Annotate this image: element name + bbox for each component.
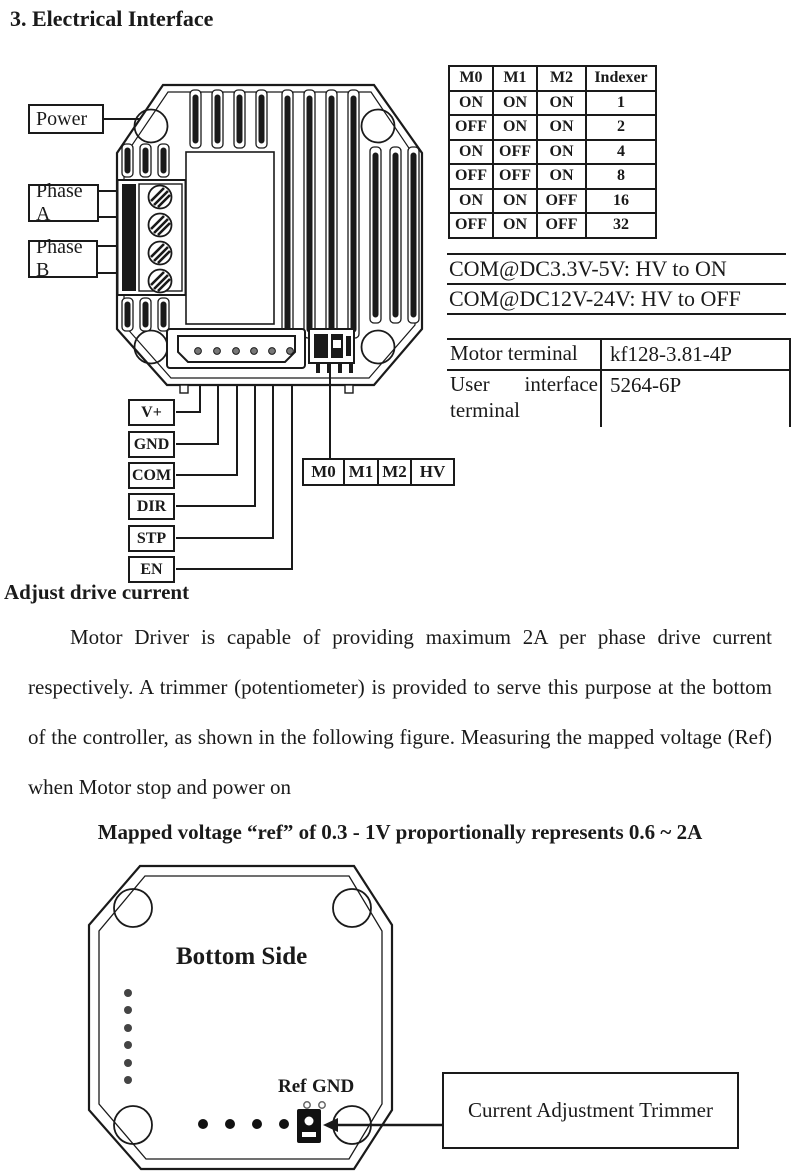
table-cell: OFF xyxy=(537,189,586,214)
table-cell: OFF xyxy=(449,164,493,189)
table-row xyxy=(447,370,790,427)
table-cell: ON xyxy=(537,164,586,189)
ref-label: Ref xyxy=(278,1076,307,1097)
solder-pads-left xyxy=(124,989,132,1084)
table-cell: ON xyxy=(493,115,537,140)
com-note-row: COM@DC3.3V-5V: HV to ON xyxy=(447,255,786,285)
callout-arrow xyxy=(323,1118,442,1132)
mounting-hole xyxy=(362,110,395,143)
mode-pin-m1: M1 xyxy=(343,458,379,486)
table-cell: 1 xyxy=(586,91,656,116)
mounting-hole xyxy=(362,331,395,364)
power-label-text: Power xyxy=(36,107,88,130)
table-cell: OFF xyxy=(449,213,493,238)
phase-a-label-text: Phase A xyxy=(36,180,83,225)
terminal-spec-table-body xyxy=(447,339,790,427)
current-trimmer xyxy=(297,1109,321,1143)
en-pin-label: EN xyxy=(128,556,175,583)
trimmer-callout-box xyxy=(442,1072,739,1149)
table-cell: ON xyxy=(493,91,537,116)
pcb-top-view xyxy=(117,85,422,393)
com-voltage-notes xyxy=(447,253,786,315)
indexer-table-body xyxy=(449,91,656,238)
table-cell: M2 xyxy=(537,66,586,91)
mounting-hole xyxy=(114,1106,152,1144)
gnd-pin-label: GND xyxy=(128,431,175,458)
phase-a-label xyxy=(28,180,99,225)
table-cell: kf128-3.81-4P xyxy=(601,339,790,370)
bottom-side-label: Bottom Side xyxy=(176,943,308,970)
table-cell: OFF xyxy=(493,164,537,189)
table-cell: Indexer xyxy=(586,66,656,91)
stp-pin-label: STP xyxy=(128,525,175,552)
table-cell: ON xyxy=(493,213,537,238)
dip-switch xyxy=(309,329,354,373)
table-row xyxy=(449,140,656,165)
mounting-hole xyxy=(135,110,168,143)
table-cell: ON xyxy=(449,189,493,214)
phase-b-label-text: Phase B xyxy=(36,236,83,281)
table-cell: OFF xyxy=(537,213,586,238)
table-row xyxy=(449,189,656,214)
section-heading: Adjust drive current xyxy=(4,580,190,604)
table-cell: M0 xyxy=(449,66,493,91)
mounting-hole xyxy=(333,889,371,927)
body-paragraph: Motor Driver is capable of providing maximum 2A per phase drive current respectively. A trimmer (potentiometer) is provided to serve this purpose at the bottom of the controller, as shown in the following figure. Measuring the mapped voltage (Ref) when Motor stop and power on xyxy=(28,625,772,799)
mode-pin-strip xyxy=(302,458,455,486)
com-note-row: COM@DC12V-24V: HV to OFF xyxy=(447,285,786,315)
table-cell: Motor terminal xyxy=(447,339,601,370)
table-cell: 4 xyxy=(586,140,656,165)
mode-pin-hv: HV xyxy=(410,458,455,486)
table-row xyxy=(449,66,656,91)
table-row xyxy=(447,339,790,370)
mapped-voltage-note: Mapped voltage “ref” of 0.3 - 1V proportionally represents 0.6 ~ 2A xyxy=(97,820,703,844)
vplus-pin-label: V+ xyxy=(128,399,175,426)
trimmer-callout-text: Current Adjustment Trimmer xyxy=(467,1098,713,1122)
table-cell: OFF xyxy=(449,115,493,140)
table-cell: ON xyxy=(537,140,586,165)
table-cell: User interface terminal xyxy=(447,370,601,427)
table-cell: ON xyxy=(537,115,586,140)
table-cell: 16 xyxy=(586,189,656,214)
table-row xyxy=(449,91,656,116)
gnd-label: GND xyxy=(312,1076,355,1097)
microstep-indexer-table xyxy=(448,65,657,239)
terminal-spec-table xyxy=(447,338,791,427)
indexer-table-header xyxy=(449,66,656,91)
mounting-hole xyxy=(114,889,152,927)
table-cell: 5264-6P xyxy=(601,370,790,427)
table-row xyxy=(449,164,656,189)
user-interface-connector xyxy=(167,329,305,368)
page-title: 3. Electrical Interface xyxy=(10,6,214,31)
table-cell: OFF xyxy=(493,140,537,165)
table-cell: 2 xyxy=(586,115,656,140)
motor-terminal-block xyxy=(118,180,186,295)
table-row xyxy=(449,213,656,238)
table-cell: ON xyxy=(493,189,537,214)
mode-pin-m0: M0 xyxy=(302,458,345,486)
table-cell: 32 xyxy=(586,213,656,238)
dir-pin-label: DIR xyxy=(128,493,175,520)
mounting-hole xyxy=(135,331,168,364)
table-row xyxy=(449,115,656,140)
table-cell: ON xyxy=(537,91,586,116)
com-pin-label: COM xyxy=(128,462,175,489)
table-cell: M1 xyxy=(493,66,537,91)
table-cell: 8 xyxy=(586,164,656,189)
power-label xyxy=(28,104,104,134)
pcb-bottom-view xyxy=(89,866,442,1169)
mode-pin-m2: M2 xyxy=(377,458,412,486)
ref-test-point xyxy=(304,1102,310,1108)
gnd-test-point xyxy=(319,1102,325,1108)
table-cell: ON xyxy=(449,91,493,116)
phase-b-label xyxy=(28,236,98,281)
solder-pads-bottom xyxy=(198,1119,289,1129)
table-cell: ON xyxy=(449,140,493,165)
